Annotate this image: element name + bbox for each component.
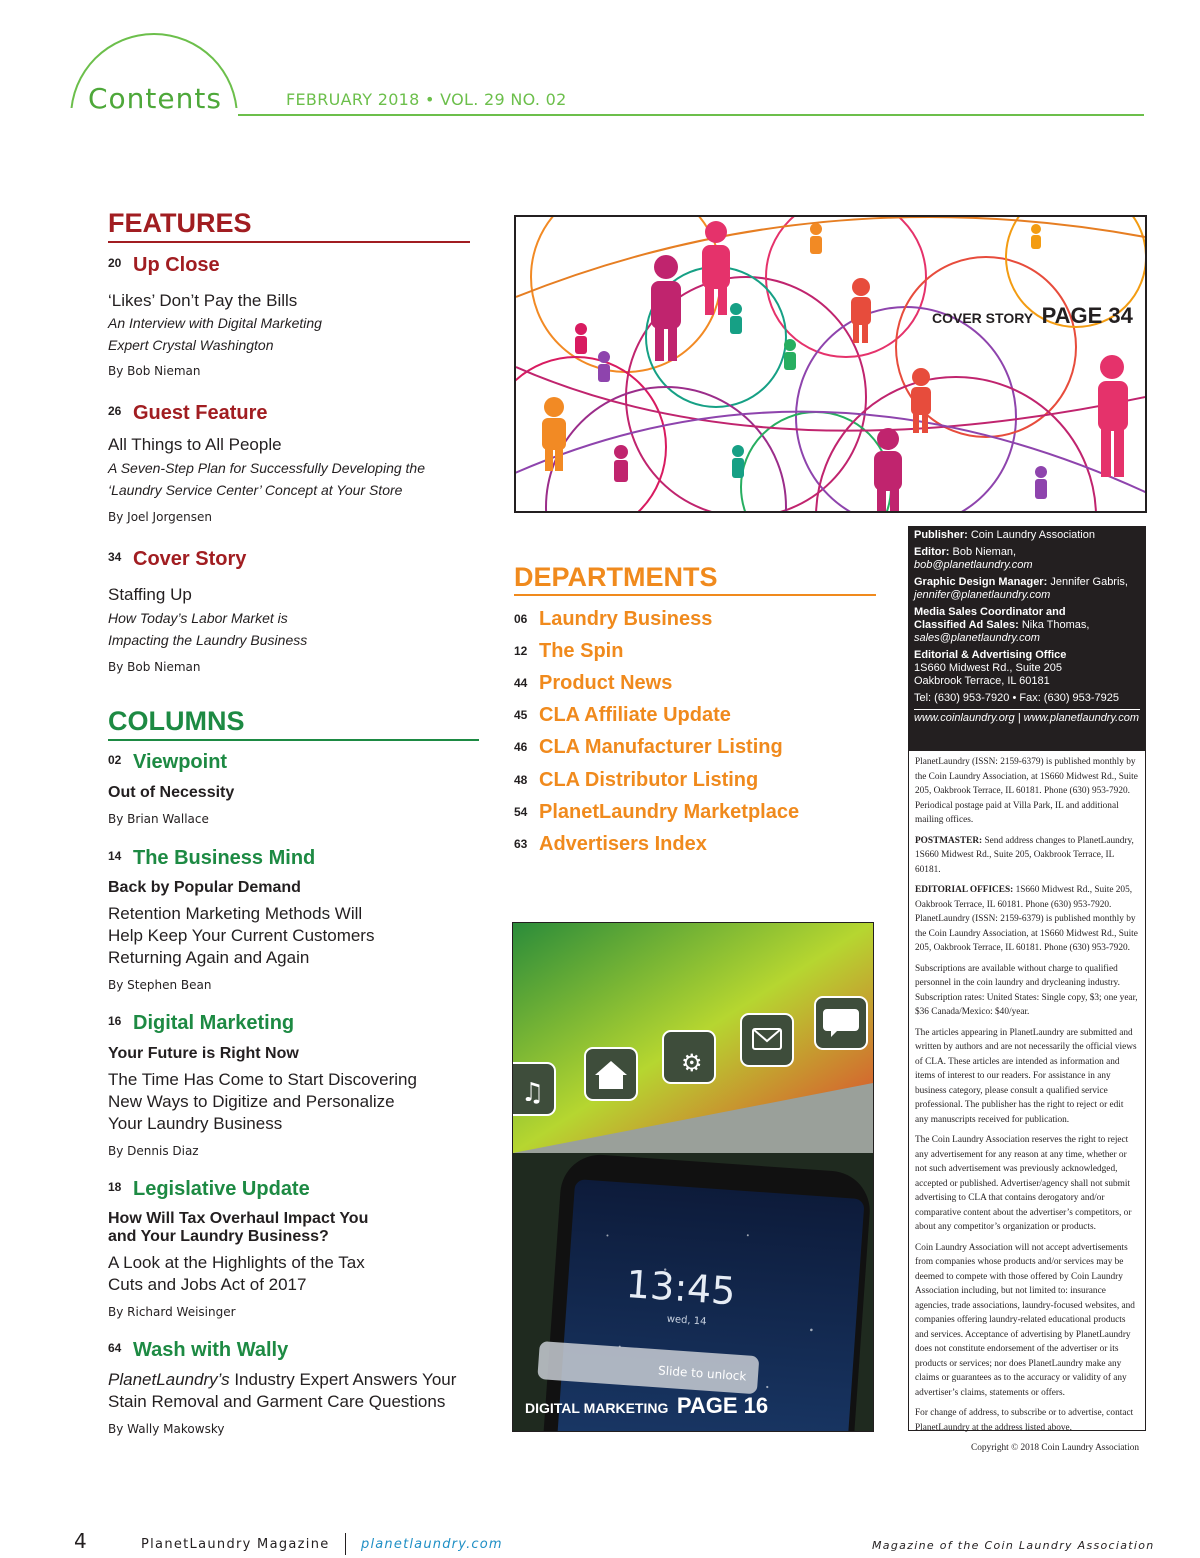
feature-desc: A Seven-Step Plan for Successfully Developing the — [108, 460, 425, 476]
feature-subtitle: Staffing Up — [108, 585, 192, 604]
columns-rule — [108, 739, 479, 741]
features-heading: FEATURES — [108, 208, 252, 238]
cover-story-label: COVER STORY PAGE 34 — [932, 303, 1133, 328]
column-desc: Returning Again and Again — [108, 948, 310, 967]
column-desc: The Time Has Come to Start Discovering — [108, 1070, 417, 1089]
footer-tagline: Magazine of the Coin Laundry Association — [872, 1539, 1155, 1552]
departments-heading: DEPARTMENTS — [514, 562, 718, 592]
features-rule — [108, 241, 470, 243]
feature-title: Guest Feature — [133, 402, 268, 424]
magazine-name: PlanetLaundry’s — [108, 1370, 230, 1389]
column-desc: Stain Removal and Garment Care Questions — [108, 1392, 446, 1411]
copyright: Copyright © 2018 Coin Laundry Association — [971, 1443, 1139, 1453]
header-rule — [238, 114, 1144, 116]
footer-magazine: PlanetLaundry Magazine — [141, 1537, 330, 1552]
column-subtitle: How Will Tax Overhaul Impact You — [108, 1210, 369, 1227]
columns-heading: COLUMNS — [108, 706, 245, 736]
editor-email[interactable]: bob@planetlaundry.com — [914, 559, 1033, 571]
byline: By Joel Jorgensen — [108, 510, 213, 524]
column-desc: PlanetLaundry’s Industry Expert Answers Your — [108, 1370, 457, 1389]
page-number: 26 — [108, 404, 122, 418]
column-desc: A Look at the Highlights of the Tax — [108, 1253, 365, 1272]
svg-text:♫: ♫ — [521, 1078, 545, 1108]
column-desc: New Ways to Digitize and Personalize — [108, 1092, 395, 1111]
column-desc: Help Keep Your Current Customers — [108, 926, 375, 945]
byline: By Stephen Bean — [108, 978, 212, 992]
phone-fax: Tel: (630) 953-7920 • Fax: (630) 953-7925 — [914, 692, 1120, 704]
smartphone-illustration — [513, 923, 873, 1431]
digital-marketing-label: DIGITAL MARKETING PAGE 16 — [525, 1393, 769, 1418]
feature-subtitle: All Things to All People — [108, 435, 282, 454]
page-title: Contents — [88, 82, 222, 115]
feature-desc: An Interview with Digital Marketing — [108, 315, 322, 331]
slide-to-unlock: Slide to unlock — [657, 1363, 747, 1384]
byline: By Brian Wallace — [108, 812, 209, 826]
column-title: The Business Mind — [133, 847, 316, 869]
byline: By Wally Makowsky — [108, 1422, 225, 1436]
feature-subtitle: ‘Likes’ Don’t Pay the Bills — [108, 291, 298, 310]
masthead: Publisher: Coin Laundry Association Editor: Bob Nieman, bob@planetlaundry.com Graphic Design Manager: Jennifer Gabris, jennifer@planetlaundry.com Media Sales Coordinator and Classified Ad Sales: Nika Thomas, sales@planetlaundry.com Editorial & Advertising Office 1S660 Midwest Rd., Suite 205 Oakbrook Terrace, IL 60181 Tel: (630) 953-7920 • Fax: (630) 953-7925 www.coinlaundry.org | www.planetlaundry.com — [908, 526, 1146, 751]
design-email[interactable]: jennifer@planetlaundry.com — [914, 589, 1051, 601]
footer-url[interactable]: planetlaundry.com — [361, 1537, 503, 1552]
page-number: 64 — [108, 1341, 122, 1355]
byline: By Bob Nieman — [108, 660, 201, 674]
page-number: 14 — [108, 849, 122, 863]
page-number: 34 — [108, 550, 122, 564]
byline: By Dennis Diaz — [108, 1144, 199, 1158]
feature-desc: ‘Laundry Service Center’ Concept at Your Store — [108, 482, 403, 498]
cover-story-image[interactable] — [514, 215, 1147, 513]
feature-title: Cover Story — [133, 548, 247, 570]
column-desc: Retention Marketing Methods Will — [108, 904, 363, 923]
feature-title: Up Close — [133, 254, 220, 276]
column-subtitle: Out of Necessity — [108, 784, 235, 801]
sales-email[interactable]: sales@planetlaundry.com — [914, 632, 1040, 644]
column-subtitle: Back by Popular Demand — [108, 879, 301, 896]
page-number: 20 — [108, 256, 122, 270]
page-number-footer: 4 — [74, 1529, 87, 1553]
column-subtitle: Your Future is Right Now — [108, 1045, 299, 1062]
column-title: Legislative Update — [133, 1178, 310, 1200]
legal-notices: PlanetLaundry (ISSN: 2159-6379) is published monthly by the Coin Laundry Association, at 1S660 Midwest Rd., Suite 205, Oakbrook Terrace, IL 60181. Phone (630) 953-7920. Periodical postage paid at Villa Park, IL and additional mailing offices. POSTMASTER: Send address changes to PlanetLaundry, 1S660 Midwest Rd., Suite 205, Oakbrook Terrace, IL 60181. EDITORIAL OFFICES: 1S660 Midwest Rd., Suite 205, Oakbrook Terrace, IL 60181. Phone (630) 953-7920. PlanetLaundry (ISSN: 2159-6379) is published monthly by the Coin Laundry Association, at 1S660 Midwest Rd., Suite 205, Oakbrook Terrace, IL 60181. Phone (630) 953-7920. Subscriptions are available without charge to qualified personnel in the coin laundry and drycleaning industry. Subscription rates: United States: Single copy, $3; one year, $36 Canada/Mexico: $40/year. The articles appearing in PlanetLaundry are submitted and written by authors and are not necessarily the official views of CLA. These articles are intended as information and items of interest to our readers. For assistance in any business category, please consult a qualified service professional. The publisher has the right to reject or edit any manuscripts received for publication. The Coin Laundry Association reserves the right to reject any advertisement for any reason at any time, whether or not such advertisement was previously acknowledged, accepted or published. Advertiser/agency shall not submit advertising to CLA that contains derogatory and/or comparative content about the advertiser’s competitors, or about any competitor’s organization or products. Coin Laundry Association will not accept advertisements from companies whose products and/or services may be deemed to compete with those offered by Coin Laundry Association including, but not limited to: insurance agencies, trade associations, laundry-focused websites, and companies offering laundry-related educational products and services. Acceptance of advertising by PlanetLaundry does not constitute endorsement of the advertiser or its products or services; nor does PlanetLaundry make any claims or guarantees as to the accuracy or validity of any advertiser’s claims, statements or offers. For change of address, to subscribe or to advertise, contact PlanetLaundry at the address listed above. Copyright © 2018 Coin Laundry Association — [908, 751, 1146, 1431]
issue-date: FEBRUARY 2018 • VOL. 29 NO. 02 — [286, 90, 567, 109]
page-number: 18 — [108, 1180, 122, 1194]
feature-desc: How Today’s Labor Market is — [108, 610, 288, 626]
phone-time: 13:45 — [624, 1261, 737, 1314]
column-title: Digital Marketing — [133, 1012, 295, 1034]
page-number: 02 — [108, 753, 122, 767]
byline: By Richard Weisinger — [108, 1305, 236, 1319]
departments-rule — [514, 594, 876, 596]
column-title: Viewpoint — [133, 751, 228, 773]
page-number: 16 — [108, 1014, 122, 1028]
column-subtitle: and Your Laundry Business? — [108, 1228, 329, 1245]
phone-date: wed, 14 — [666, 1313, 707, 1328]
column-desc: Your Laundry Business — [108, 1114, 283, 1133]
website-links[interactable]: www.coinlaundry.org | www.planetlaundry.com — [914, 709, 1140, 725]
social-network-illustration — [516, 217, 1145, 511]
column-desc: Cuts and Jobs Act of 2017 — [108, 1275, 307, 1294]
digital-marketing-image[interactable] — [512, 922, 874, 1432]
svg-text:⚙: ⚙ — [681, 1049, 703, 1077]
column-title: Wash with Wally — [133, 1339, 289, 1361]
feature-desc: Expert Crystal Washington — [108, 337, 274, 353]
feature-desc: Impacting the Laundry Business — [108, 632, 308, 648]
footer-divider — [345, 1533, 346, 1555]
byline: By Bob Nieman — [108, 364, 201, 378]
